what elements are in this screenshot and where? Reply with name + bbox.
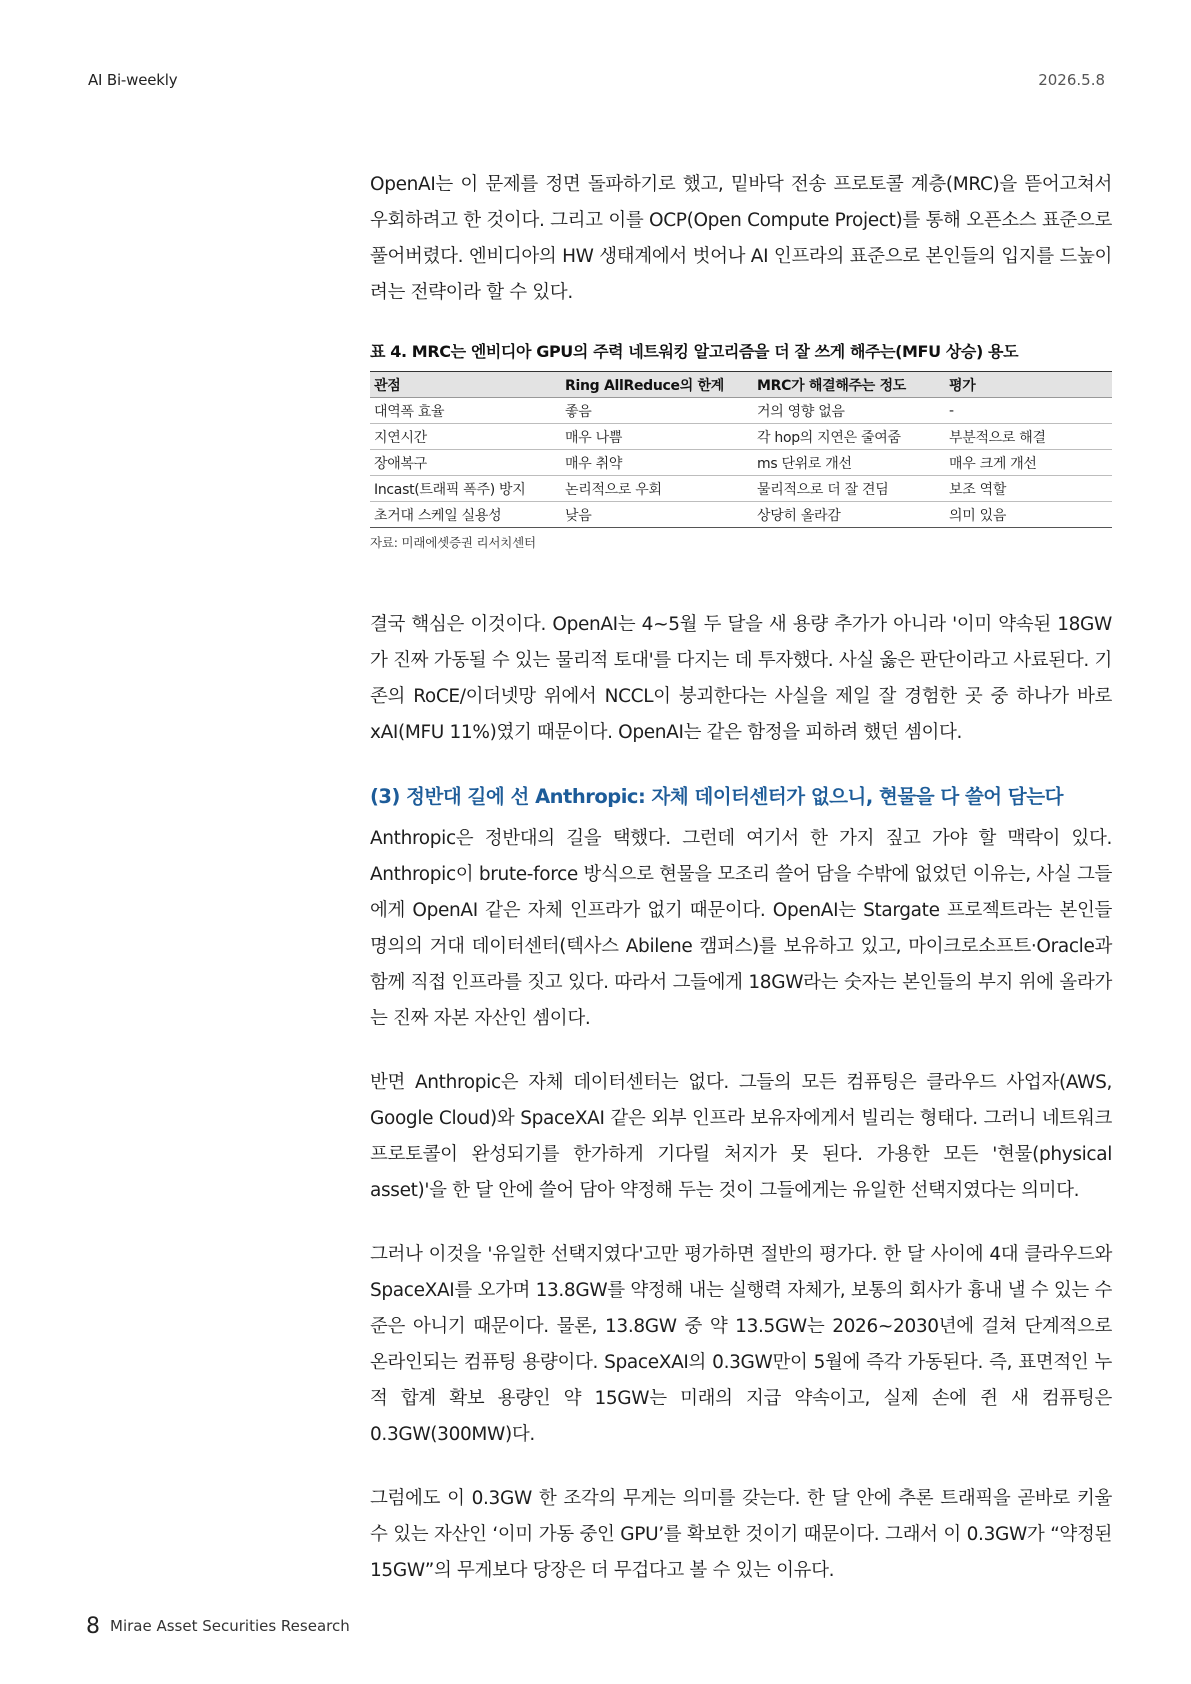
table-cell: 초거대 스케일 실용성 bbox=[370, 502, 561, 528]
table-cell: 장애복구 bbox=[370, 450, 561, 476]
table-cell: 상당히 올라감 bbox=[753, 502, 945, 528]
table-cell: 낮음 bbox=[561, 502, 753, 528]
table-cell: 물리적으로 더 잘 견딤 bbox=[753, 476, 945, 502]
header-date: 2026.5.8 bbox=[1038, 71, 1105, 89]
table-cell: 거의 영향 없음 bbox=[753, 398, 945, 424]
table-row bbox=[370, 502, 1112, 528]
table-row bbox=[370, 450, 1112, 476]
table-source: 자료: 미래에셋증권 리서치센터 bbox=[370, 535, 536, 550]
page-footer bbox=[86, 1614, 350, 1639]
table-cell: 매우 나쁨 bbox=[561, 424, 753, 450]
table-header-cell: Ring AllReduce의 한계 bbox=[561, 372, 753, 398]
table-cell: 각 hop의 지연은 줄여줌 bbox=[753, 424, 945, 450]
table-header-cell: 관점 bbox=[370, 372, 561, 398]
table-cell: 매우 취약 bbox=[561, 450, 753, 476]
table-cell: - bbox=[945, 398, 1112, 424]
page-number: 8 bbox=[86, 1614, 100, 1639]
table-cell: 좋음 bbox=[561, 398, 753, 424]
table-row bbox=[370, 476, 1112, 502]
table-header-cell: 평가 bbox=[945, 372, 1112, 398]
table-cell: 논리적으로 우회 bbox=[561, 476, 753, 502]
table-cell: ms 단위로 개선 bbox=[753, 450, 945, 476]
table-cell: 대역폭 효율 bbox=[370, 398, 561, 424]
section-heading: (3) 정반대 길에 선 Anthropic: 자체 데이터센터가 없으니, 현물을 다 쓸어 담는다 bbox=[370, 785, 1063, 808]
table-cell: Incast(트래픽 폭주) 방지 bbox=[370, 476, 561, 502]
table-cell: 의미 있음 bbox=[945, 502, 1112, 528]
table-cell: 지연시간 bbox=[370, 424, 561, 450]
comparison-table bbox=[370, 371, 1112, 528]
table-title: 표 4. MRC는 엔비디아 GPU의 주력 네트워킹 알고리즘을 더 잘 쓰게 해주는(MFU 상승) 용도 bbox=[370, 342, 1019, 361]
table-header-cell: MRC가 해결해주는 정도 bbox=[753, 372, 945, 398]
paragraph: Anthropic은 정반대의 길을 택했다. 그런데 여기서 한 가지 짚고 가야 할 맥락이 있다. Anthropic이 brute-force 방식으로 현물을 모조리 쓸어 담을 수밖에 없었던 이유는, 사실 그들에게 OpenAI 같은 자체 인프라가 없기 때문이다. OpenAI는 Stargate 프로젝트라는 본인들 명의의 거대 데이터센터(텍사스 Abilene 캠퍼스)를 보유하고 있고, 마이크로소프트·Oracle과 함께 직접 인프라를 짓고 있다. 따라서 그들에게 18GW라는 숫자는 본인들의 부지 위에 올라가는 진짜 자본 자산인 셈이다. bbox=[370, 828, 1112, 1029]
main-content bbox=[370, 167, 1112, 1617]
table-cell: 보조 역할 bbox=[945, 476, 1112, 502]
paragraph: 그러나 이것을 '유일한 선택지였다'고만 평가하면 절반의 평가다. 한 달 사이에 4대 클라우드와 SpaceXAI를 오가며 13.8GW를 약정해 내는 실행력 자체가, 보통의 회사가 흉내 낼 수 있는 수준은 아니기 때문이다. 물론, 13.8GW 중 약 13.5GW는 2026~2030년에 걸쳐 단계적으로 온라인되는 컴퓨팅 용량이다. SpaceXAI의 0.3GW만이 5월에 즉각 가동된다. 즉, 표면적인 누적 합계 확보 용량인 약 15GW는 미래의 지급 약속이고, 실제 손에 쥔 새 컴퓨팅은 0.3GW(300MW)다. bbox=[370, 1244, 1112, 1445]
table-cell: 매우 크게 개선 bbox=[945, 450, 1112, 476]
paragraph: 반면 Anthropic은 자체 데이터센터는 없다. 그들의 모든 컴퓨팅은 클라우드 사업자(AWS, Google Cloud)와 SpaceXAI 같은 외부 인프라 보유자에게서 빌리는 형태다. 그러니 네트워크 프로토콜이 완성되기를 한가하게 기다릴 처지가 못 된다. 가용한 모든 '현물(physical asset)'을 한 달 안에 쓸어 담아 약정해 두는 것이 그들에게는 유일한 선택지였다는 의미다. bbox=[370, 1072, 1112, 1201]
paragraph: 결국 핵심은 이것이다. OpenAI는 4~5월 두 달을 새 용량 추가가 아니라 '이미 약속된 18GW가 진짜 가동될 수 있는 물리적 토대'를 다지는 데 투자했다. 사실 옳은 판단이라고 사료된다. 기존의 RoCE/이더넷망 위에서 NCCL이 붕괴한다는 사실을 제일 잘 경험한 곳 중 하나가 바로 xAI(MFU 11%)였기 때문이다. OpenAI는 같은 함정을 피하려 했던 셈이다. bbox=[370, 614, 1112, 743]
table-row bbox=[370, 424, 1112, 450]
header-publication: AI Bi-weekly bbox=[88, 71, 178, 89]
paragraph: OpenAI는 이 문제를 정면 돌파하기로 했고, 밑바닥 전송 프로토콜 계층(MRC)을 뜯어고쳐서 우회하려고 한 것이다. 그리고 이를 OCP(Open Compute Project)를 통해 오픈소스 표준으로 풀어버렸다. 엔비디아의 HW 생태계에서 벗어나 AI 인프라의 표준으로 본인들의 입지를 드높이려는 전략이라 할 수 있다. bbox=[370, 174, 1112, 303]
table-cell: 부분적으로 해결 bbox=[945, 424, 1112, 450]
paragraph: 그럼에도 이 0.3GW 한 조각의 무게는 의미를 갖는다. 한 달 안에 추론 트래픽을 곧바로 키울 수 있는 자산인 ‘이미 가동 중인 GPU’를 확보한 것이기 때문이다. 그래서 이 0.3GW가 “약정된 15GW”의 무게보다 당장은 더 무겁다고 볼 수 있는 이유다. bbox=[370, 1488, 1112, 1581]
table-row bbox=[370, 398, 1112, 424]
footer-company: Mirae Asset Securities Research bbox=[110, 1617, 350, 1635]
table-header-row bbox=[370, 372, 1112, 398]
